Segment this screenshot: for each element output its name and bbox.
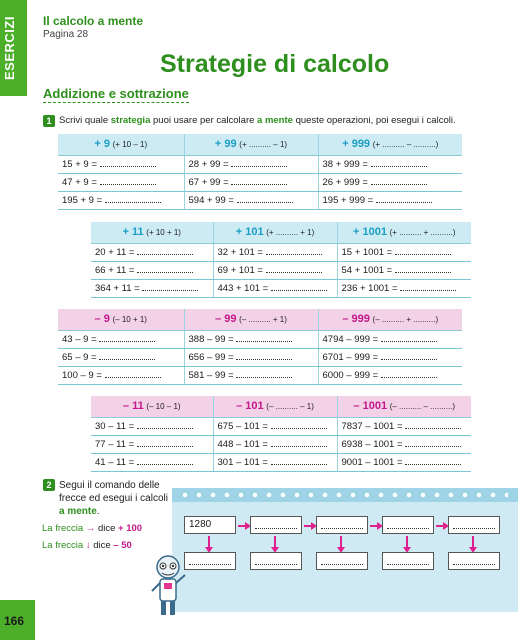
page-title: Strategie di calcolo bbox=[160, 50, 390, 78]
cell-text: 301 – 101 = bbox=[217, 456, 268, 468]
table-header bbox=[91, 396, 213, 417]
table-cell[interactable] bbox=[318, 155, 462, 173]
answer-blank[interactable] bbox=[237, 195, 293, 203]
arrow-down bbox=[406, 536, 408, 548]
professor-robot-illustration bbox=[148, 553, 188, 619]
instruction-part: puoi usare per calcolare bbox=[150, 115, 258, 126]
table-row bbox=[58, 348, 462, 366]
table-row bbox=[91, 435, 471, 453]
table-cell[interactable] bbox=[318, 366, 462, 384]
table-cell[interactable] bbox=[318, 348, 462, 366]
table-cell[interactable] bbox=[318, 330, 462, 348]
table-cell[interactable] bbox=[213, 243, 337, 261]
hint-label: (+ .......... + ..........) bbox=[389, 228, 456, 238]
hint-label: (– .......... + ..........) bbox=[372, 315, 439, 325]
cell-text: 20 + 11 = bbox=[95, 246, 135, 258]
answer-cell[interactable] bbox=[448, 516, 500, 534]
cell-text: 66 + 11 = bbox=[95, 264, 135, 276]
answer-cell[interactable] bbox=[250, 516, 302, 534]
instruction-part: Segui il comando delle frecce ed esegui i calcoli bbox=[59, 480, 168, 504]
table-cell[interactable] bbox=[91, 435, 213, 453]
table-row bbox=[91, 279, 471, 297]
op-label: – 9 bbox=[94, 313, 110, 326]
table-subtraction-11 bbox=[91, 396, 471, 472]
cell-text: 6938 – 1001 = bbox=[341, 438, 403, 450]
table-header bbox=[213, 396, 337, 417]
answer-blank[interactable] bbox=[231, 177, 287, 185]
hint-label: (+ .......... – ..........) bbox=[372, 140, 439, 150]
answer-blank[interactable] bbox=[405, 457, 461, 465]
table-header-row bbox=[91, 222, 471, 243]
answer-blank[interactable] bbox=[405, 439, 461, 447]
answer-blank[interactable] bbox=[271, 457, 327, 465]
answer-blank[interactable] bbox=[99, 352, 155, 360]
section-subheading: Addizione e sottrazione bbox=[43, 86, 189, 101]
op-label: + 9 bbox=[94, 138, 110, 151]
table-cell[interactable] bbox=[337, 261, 471, 279]
legend-label: La freccia bbox=[42, 540, 84, 551]
answer-cell[interactable] bbox=[448, 552, 500, 570]
table-cell[interactable] bbox=[318, 173, 462, 191]
start-value-cell bbox=[184, 516, 236, 534]
instruction-part: . bbox=[96, 506, 100, 517]
table-cell[interactable] bbox=[58, 348, 184, 366]
instruction-part: queste operazioni, poi esegui i calcoli. bbox=[292, 115, 456, 126]
op-label: – 999 bbox=[342, 313, 370, 326]
answer-blank[interactable] bbox=[371, 159, 427, 167]
op-label: + 11 bbox=[122, 226, 144, 239]
answer-blank[interactable] bbox=[99, 334, 155, 342]
cell-text: 32 + 101 = bbox=[217, 246, 263, 258]
table-header bbox=[91, 222, 213, 243]
table-cell[interactable] bbox=[213, 261, 337, 279]
answer-blank[interactable] bbox=[236, 370, 292, 378]
answer-blank[interactable] bbox=[105, 195, 161, 203]
arrow-down bbox=[274, 536, 276, 548]
cell-text: 43 – 9 = bbox=[62, 333, 97, 345]
table-row bbox=[58, 330, 462, 348]
table-cell[interactable] bbox=[213, 435, 337, 453]
table-cell[interactable] bbox=[213, 279, 337, 297]
answer-blank[interactable] bbox=[321, 519, 363, 529]
answer-blank[interactable] bbox=[142, 283, 198, 291]
answer-blank[interactable] bbox=[271, 421, 327, 429]
table-cell[interactable] bbox=[337, 417, 471, 435]
exercise-2-instruction bbox=[59, 479, 169, 518]
table-cell[interactable] bbox=[91, 279, 213, 297]
cell-text: 675 – 101 = bbox=[217, 420, 268, 432]
answer-cell[interactable] bbox=[316, 552, 368, 570]
op-label: – 11 bbox=[122, 400, 144, 413]
cell-text: 594 + 99 = bbox=[188, 194, 234, 206]
page-reference: Pagina 28 bbox=[43, 29, 89, 40]
answer-blank[interactable] bbox=[236, 334, 292, 342]
start-value: 1280 bbox=[189, 519, 212, 530]
table-header bbox=[337, 396, 471, 417]
table-header-row bbox=[58, 309, 462, 330]
exercise-1-number: 1 bbox=[43, 115, 55, 127]
cell-text: 195 + 9 = bbox=[62, 194, 103, 206]
answer-cell[interactable] bbox=[250, 552, 302, 570]
cell-text: 30 – 11 = bbox=[95, 420, 135, 432]
answer-blank[interactable] bbox=[376, 195, 432, 203]
cell-text: 7837 – 1001 = bbox=[341, 420, 403, 432]
answer-blank[interactable] bbox=[405, 421, 461, 429]
table-row bbox=[91, 243, 471, 261]
cell-text: 41 – 11 = bbox=[95, 456, 135, 468]
answer-blank[interactable] bbox=[231, 159, 287, 167]
table-header bbox=[184, 309, 318, 330]
answer-blank[interactable] bbox=[236, 352, 292, 360]
answer-blank[interactable] bbox=[387, 519, 429, 529]
op-label: + 999 bbox=[342, 138, 371, 151]
answer-cell[interactable] bbox=[184, 552, 236, 570]
arrow-right bbox=[238, 525, 246, 527]
answer-cell[interactable] bbox=[382, 552, 434, 570]
table-cell[interactable] bbox=[184, 173, 318, 191]
cell-text: 77 – 11 = bbox=[95, 438, 135, 450]
hint-label: (+ .......... + 1) bbox=[266, 228, 315, 238]
table-header bbox=[213, 222, 337, 243]
answer-blank[interactable] bbox=[266, 247, 322, 255]
table-row bbox=[91, 453, 471, 471]
hint-label: (+ 10 + 1) bbox=[146, 228, 181, 238]
table-cell[interactable] bbox=[91, 261, 213, 279]
section-title: Il calcolo a mente bbox=[43, 14, 144, 28]
sidebar-label: ESERCIZI bbox=[2, 16, 17, 80]
cell-text: 388 – 99 = bbox=[188, 333, 234, 345]
table-cell[interactable] bbox=[184, 366, 318, 384]
exercise-1-instruction bbox=[59, 115, 456, 126]
answer-blank[interactable] bbox=[137, 439, 193, 447]
legend-value: – 50 bbox=[113, 540, 132, 551]
answer-blank[interactable] bbox=[189, 555, 231, 565]
cell-text: 448 – 101 = bbox=[217, 438, 268, 450]
table-header bbox=[58, 134, 184, 155]
hint-label: (+ 10 – 1) bbox=[112, 140, 148, 150]
hint-label: (– .......... + 1) bbox=[239, 315, 287, 325]
op-label: + 99 bbox=[214, 138, 237, 151]
answer-blank[interactable] bbox=[105, 370, 161, 378]
answer-blank[interactable] bbox=[453, 519, 495, 529]
answer-blank[interactable] bbox=[395, 247, 451, 255]
table-cell[interactable] bbox=[91, 417, 213, 435]
answer-blank[interactable] bbox=[271, 283, 327, 291]
board-dots bbox=[178, 491, 508, 499]
answer-blank[interactable] bbox=[387, 555, 429, 565]
table-cell[interactable] bbox=[337, 243, 471, 261]
table-addition-9 bbox=[58, 134, 462, 210]
cell-text: 656 – 99 = bbox=[188, 351, 234, 363]
page-number: 166 bbox=[4, 614, 25, 628]
cell-text: 67 + 99 = bbox=[188, 176, 229, 188]
table-cell[interactable] bbox=[58, 191, 184, 209]
answer-blank[interactable] bbox=[255, 555, 297, 565]
table-cell[interactable] bbox=[184, 330, 318, 348]
table-cell[interactable] bbox=[91, 453, 213, 471]
instruction-highlight: a mente bbox=[59, 506, 97, 517]
cell-text: 6000 – 999 = bbox=[322, 369, 379, 381]
legend-value: + 100 bbox=[118, 523, 143, 534]
cell-text: 38 + 999 = bbox=[322, 158, 368, 170]
table-cell[interactable] bbox=[337, 435, 471, 453]
table-cell[interactable] bbox=[184, 191, 318, 209]
answer-blank[interactable] bbox=[453, 555, 495, 565]
exercise-2-number: 2 bbox=[43, 479, 55, 491]
arrow-path-board bbox=[172, 488, 518, 612]
answer-cell[interactable] bbox=[316, 516, 368, 534]
answer-blank[interactable] bbox=[271, 439, 327, 447]
cell-text: 6701 – 999 = bbox=[322, 351, 379, 363]
op-label: – 1001 bbox=[353, 400, 388, 413]
answer-blank[interactable] bbox=[395, 265, 451, 273]
cell-text: 65 – 9 = bbox=[62, 351, 97, 363]
table-row bbox=[58, 155, 462, 173]
answer-blank[interactable] bbox=[371, 177, 427, 185]
table-cell[interactable] bbox=[91, 243, 213, 261]
answer-blank[interactable] bbox=[100, 177, 156, 185]
answer-blank[interactable] bbox=[400, 283, 456, 291]
table-header bbox=[318, 134, 462, 155]
table-cell[interactable] bbox=[318, 191, 462, 209]
table-header bbox=[184, 134, 318, 155]
table-row bbox=[91, 417, 471, 435]
answer-blank[interactable] bbox=[137, 247, 193, 255]
op-label: – 101 bbox=[236, 400, 264, 413]
table-subtraction-9 bbox=[58, 309, 462, 385]
instruction-highlight: a mente bbox=[257, 115, 293, 126]
table-header-row bbox=[58, 134, 462, 155]
answer-cell[interactable] bbox=[382, 516, 434, 534]
answer-blank[interactable] bbox=[137, 421, 193, 429]
table-cell[interactable] bbox=[213, 453, 337, 471]
cell-text: 47 + 9 = bbox=[62, 176, 97, 188]
cell-text: 364 + 11 = bbox=[95, 282, 140, 294]
cell-text: 195 + 999 = bbox=[322, 194, 374, 206]
table-header bbox=[318, 309, 462, 330]
table-row bbox=[91, 261, 471, 279]
cell-text: 15 + 9 = bbox=[62, 158, 97, 170]
arrow-right bbox=[370, 525, 378, 527]
cell-text: 54 + 1001 = bbox=[341, 264, 393, 276]
table-cell[interactable] bbox=[58, 366, 184, 384]
hint-label: (– 10 – 1) bbox=[146, 402, 181, 412]
instruction-part: Scrivi quale bbox=[59, 115, 111, 126]
hint-label: (– .......... – 1) bbox=[266, 402, 314, 412]
answer-blank[interactable] bbox=[381, 352, 437, 360]
cell-text: 443 + 101 = bbox=[217, 282, 269, 294]
instruction-highlight: strategia bbox=[110, 115, 151, 126]
arrow-down bbox=[472, 536, 474, 548]
hint-label: (+ .......... – 1) bbox=[239, 140, 288, 150]
op-label: + 1001 bbox=[353, 226, 387, 239]
table-cell[interactable] bbox=[337, 453, 471, 471]
table-header bbox=[337, 222, 471, 243]
cell-text: 9001 – 1001 = bbox=[341, 456, 403, 468]
table-row bbox=[58, 366, 462, 384]
table-cell[interactable] bbox=[58, 173, 184, 191]
arrow-right bbox=[436, 525, 444, 527]
legend-down-arrow bbox=[42, 540, 132, 551]
answer-blank[interactable] bbox=[381, 334, 437, 342]
legend-right-arrow bbox=[42, 523, 142, 534]
cell-text: 236 + 1001 = bbox=[341, 282, 398, 294]
answer-blank[interactable] bbox=[255, 519, 297, 529]
legend-label: La freccia bbox=[42, 523, 84, 534]
right-arrow-icon: → bbox=[85, 523, 96, 534]
table-cell[interactable] bbox=[184, 155, 318, 173]
table-cell[interactable] bbox=[58, 330, 184, 348]
answer-blank[interactable] bbox=[266, 265, 322, 273]
table-cell[interactable] bbox=[58, 155, 184, 173]
cell-text: 69 + 101 = bbox=[217, 264, 263, 276]
cell-text: 26 + 999 = bbox=[322, 176, 368, 188]
down-arrow-icon: ↓ bbox=[85, 540, 91, 551]
op-label: – 99 bbox=[215, 313, 237, 326]
arrow-down bbox=[340, 536, 342, 548]
cell-text: 100 – 9 = bbox=[62, 369, 102, 381]
table-header bbox=[58, 309, 184, 330]
answer-blank[interactable] bbox=[137, 457, 193, 465]
answer-blank[interactable] bbox=[100, 159, 156, 167]
answer-blank[interactable] bbox=[381, 370, 437, 378]
hint-label: (– .......... – ..........) bbox=[389, 402, 456, 412]
arrow-right bbox=[304, 525, 312, 527]
answer-blank[interactable] bbox=[137, 265, 193, 273]
cell-text: 15 + 1001 = bbox=[341, 246, 393, 258]
arrow-down bbox=[208, 536, 210, 548]
table-row bbox=[58, 173, 462, 191]
legend-word: dice bbox=[97, 523, 116, 534]
table-cell[interactable] bbox=[213, 417, 337, 435]
table-cell[interactable] bbox=[184, 348, 318, 366]
op-label: + 101 bbox=[235, 226, 264, 239]
legend-word: dice bbox=[93, 540, 111, 551]
table-header-row bbox=[91, 396, 471, 417]
table-addition-11 bbox=[91, 222, 471, 298]
cell-text: 4794 – 999 = bbox=[322, 333, 379, 345]
table-cell[interactable] bbox=[337, 279, 471, 297]
table-row bbox=[58, 191, 462, 209]
cell-text: 581 – 99 = bbox=[188, 369, 234, 381]
answer-blank[interactable] bbox=[321, 555, 363, 565]
cell-text: 28 + 99 = bbox=[188, 158, 229, 170]
hint-label: (– 10 + 1) bbox=[112, 315, 147, 325]
